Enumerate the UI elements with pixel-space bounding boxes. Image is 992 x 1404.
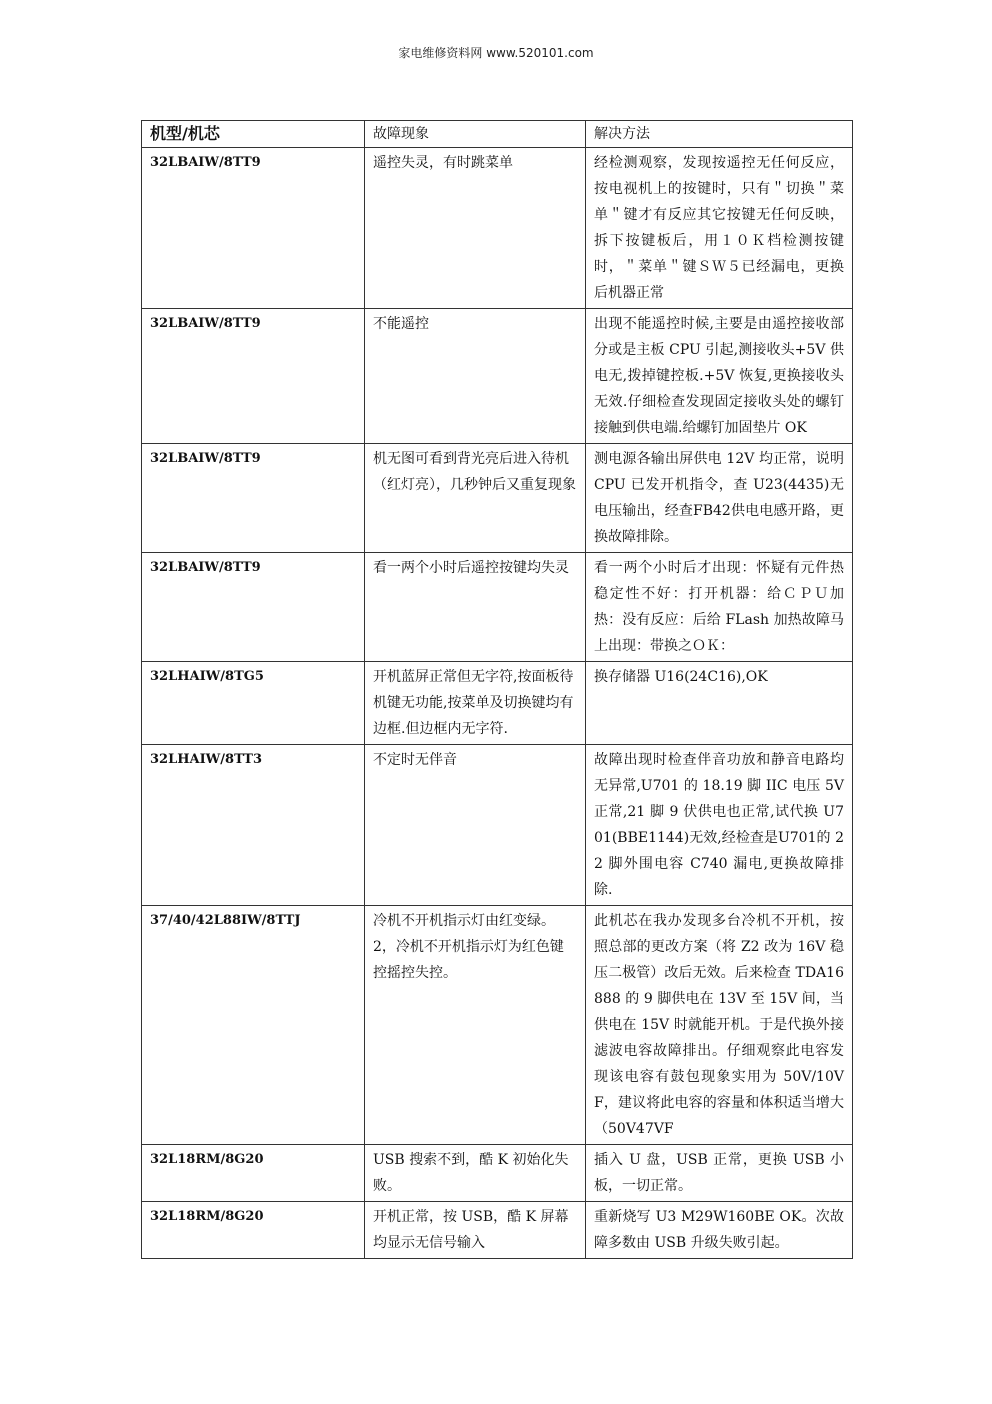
solution-cell: 换存储器 U16(24C16),OK [586, 662, 853, 745]
solution-cell: 测电源各输出屏供电 12V 均正常，说明 CPU 已发开机指令，查 U23(4435)无电压输出，经查FB42供电电感开路，更换故障排除。 [586, 444, 853, 553]
symptom-cell: 开机蓝屏正常但无字符,按面板待机键无功能,按菜单及切换键均有边框.但边框内无字符. [365, 662, 586, 745]
column-header-model: 机型/机芯 [142, 121, 365, 148]
symptom-cell: 不定时无伴音 [365, 745, 586, 906]
model-cell: 32LHAIW/8TG5 [142, 662, 365, 745]
solution-cell: 故障出现时检查伴音功放和静音电路均无异常,U701 的 18.19 脚 IIC 电压 5V 正常,21 脚 9 伏供电也正常,试代换 U701(BBE1144)无效,经检查是U701的 22 脚外围电容 C740 漏电,更换故障排除. [586, 745, 853, 906]
model-cell: 32LBAIW/8TT9 [142, 553, 365, 662]
table-row [142, 444, 853, 553]
solution-cell: 出现不能遥控时候,主要是由遥控接收部分或是主板 CPU 引起,测接收头+5V 供电无,拨掉键控板.+5V 恢复,更换接收头无效.仔细检查发现固定接收头处的螺钉接触到供电端.给螺钉加固垫片 OK [586, 309, 853, 444]
table-row [142, 553, 853, 662]
solution-cell: 经检测观察，发现按遥控无任何反应，按电视机上的按键时，只有＂切换＂菜单＂键才有反应其它按键无任何反映，拆下按键板后，用１０Ｋ档检测按键时，＂菜单＂键ＳＷ５已经漏电，更换后机器正常 [586, 148, 853, 309]
model-cell: 32LHAIW/8TT3 [142, 745, 365, 906]
symptom-cell: 遥控失灵，有时跳菜单 [365, 148, 586, 309]
model-cell: 32LBAIW/8TT9 [142, 309, 365, 444]
table-row [142, 148, 853, 309]
table-row [142, 662, 853, 745]
column-header-symptom: 故障现象 [365, 121, 586, 148]
table-header-row [142, 121, 853, 148]
model-cell: 32L18RM/8G20 [142, 1145, 365, 1202]
solution-cell: 重新烧写 U3 M29W160BE OK。次故障多数由 USB 升级失败引起。 [586, 1202, 853, 1259]
solution-cell: 插入 U 盘，USB 正常，更换 USB 小板，一切正常。 [586, 1145, 853, 1202]
symptom-cell: 看一两个小时后遥控按键均失灵 [365, 553, 586, 662]
table-row [142, 1145, 853, 1202]
table-row [142, 309, 853, 444]
symptom-cell: 冷机不开机指示灯由红变绿。2，冷机不开机指示灯为红色键控摇控失控。 [365, 906, 586, 1145]
table-row [142, 745, 853, 906]
page-header: 家电维修资料网 www.520101.com [398, 46, 594, 60]
model-cell: 32LBAIW/8TT9 [142, 444, 365, 553]
solution-cell: 看一两个小时后才出现：怀疑有元件热稳定性不好：打开机器：给ＣＰＵ加热：没有反应：后给 FLash 加热故障马上出现：带换之ＯＫ： [586, 553, 853, 662]
column-header-solution: 解决方法 [586, 121, 853, 148]
table-row [142, 906, 853, 1145]
table-row [142, 1202, 853, 1259]
symptom-cell: 不能遥控 [365, 309, 586, 444]
symptom-cell: USB 搜索不到，酷 K 初始化失败。 [365, 1145, 586, 1202]
symptom-cell: 开机正常，按 USB，酷 K 屏幕均显示无信号输入 [365, 1202, 586, 1259]
fault-table [141, 120, 853, 1259]
model-cell: 32LBAIW/8TT9 [142, 148, 365, 309]
symptom-cell: 机无图可看到背光亮后进入待机（红灯亮），几秒钟后又重复现象 [365, 444, 586, 553]
model-cell: 37/40/42L88IW/8TTJ [142, 906, 365, 1145]
solution-cell: 此机芯在我办发现多台冷机不开机，按照总部的更改方案（将 Z2 改为 16V 稳压二极管）改后无效。后来检查 TDA16888 的 9 脚供电在 13V 至 15V 间，当供电在 15V 时就能开机。于是代换外接滤波电容故障排出。仔细观察此电容发现该电容有鼓包现象实用为 50V/10VF，建议将此电容的容量和体积适当增大（50V47VF [586, 906, 853, 1145]
model-cell: 32L18RM/8G20 [142, 1202, 365, 1259]
